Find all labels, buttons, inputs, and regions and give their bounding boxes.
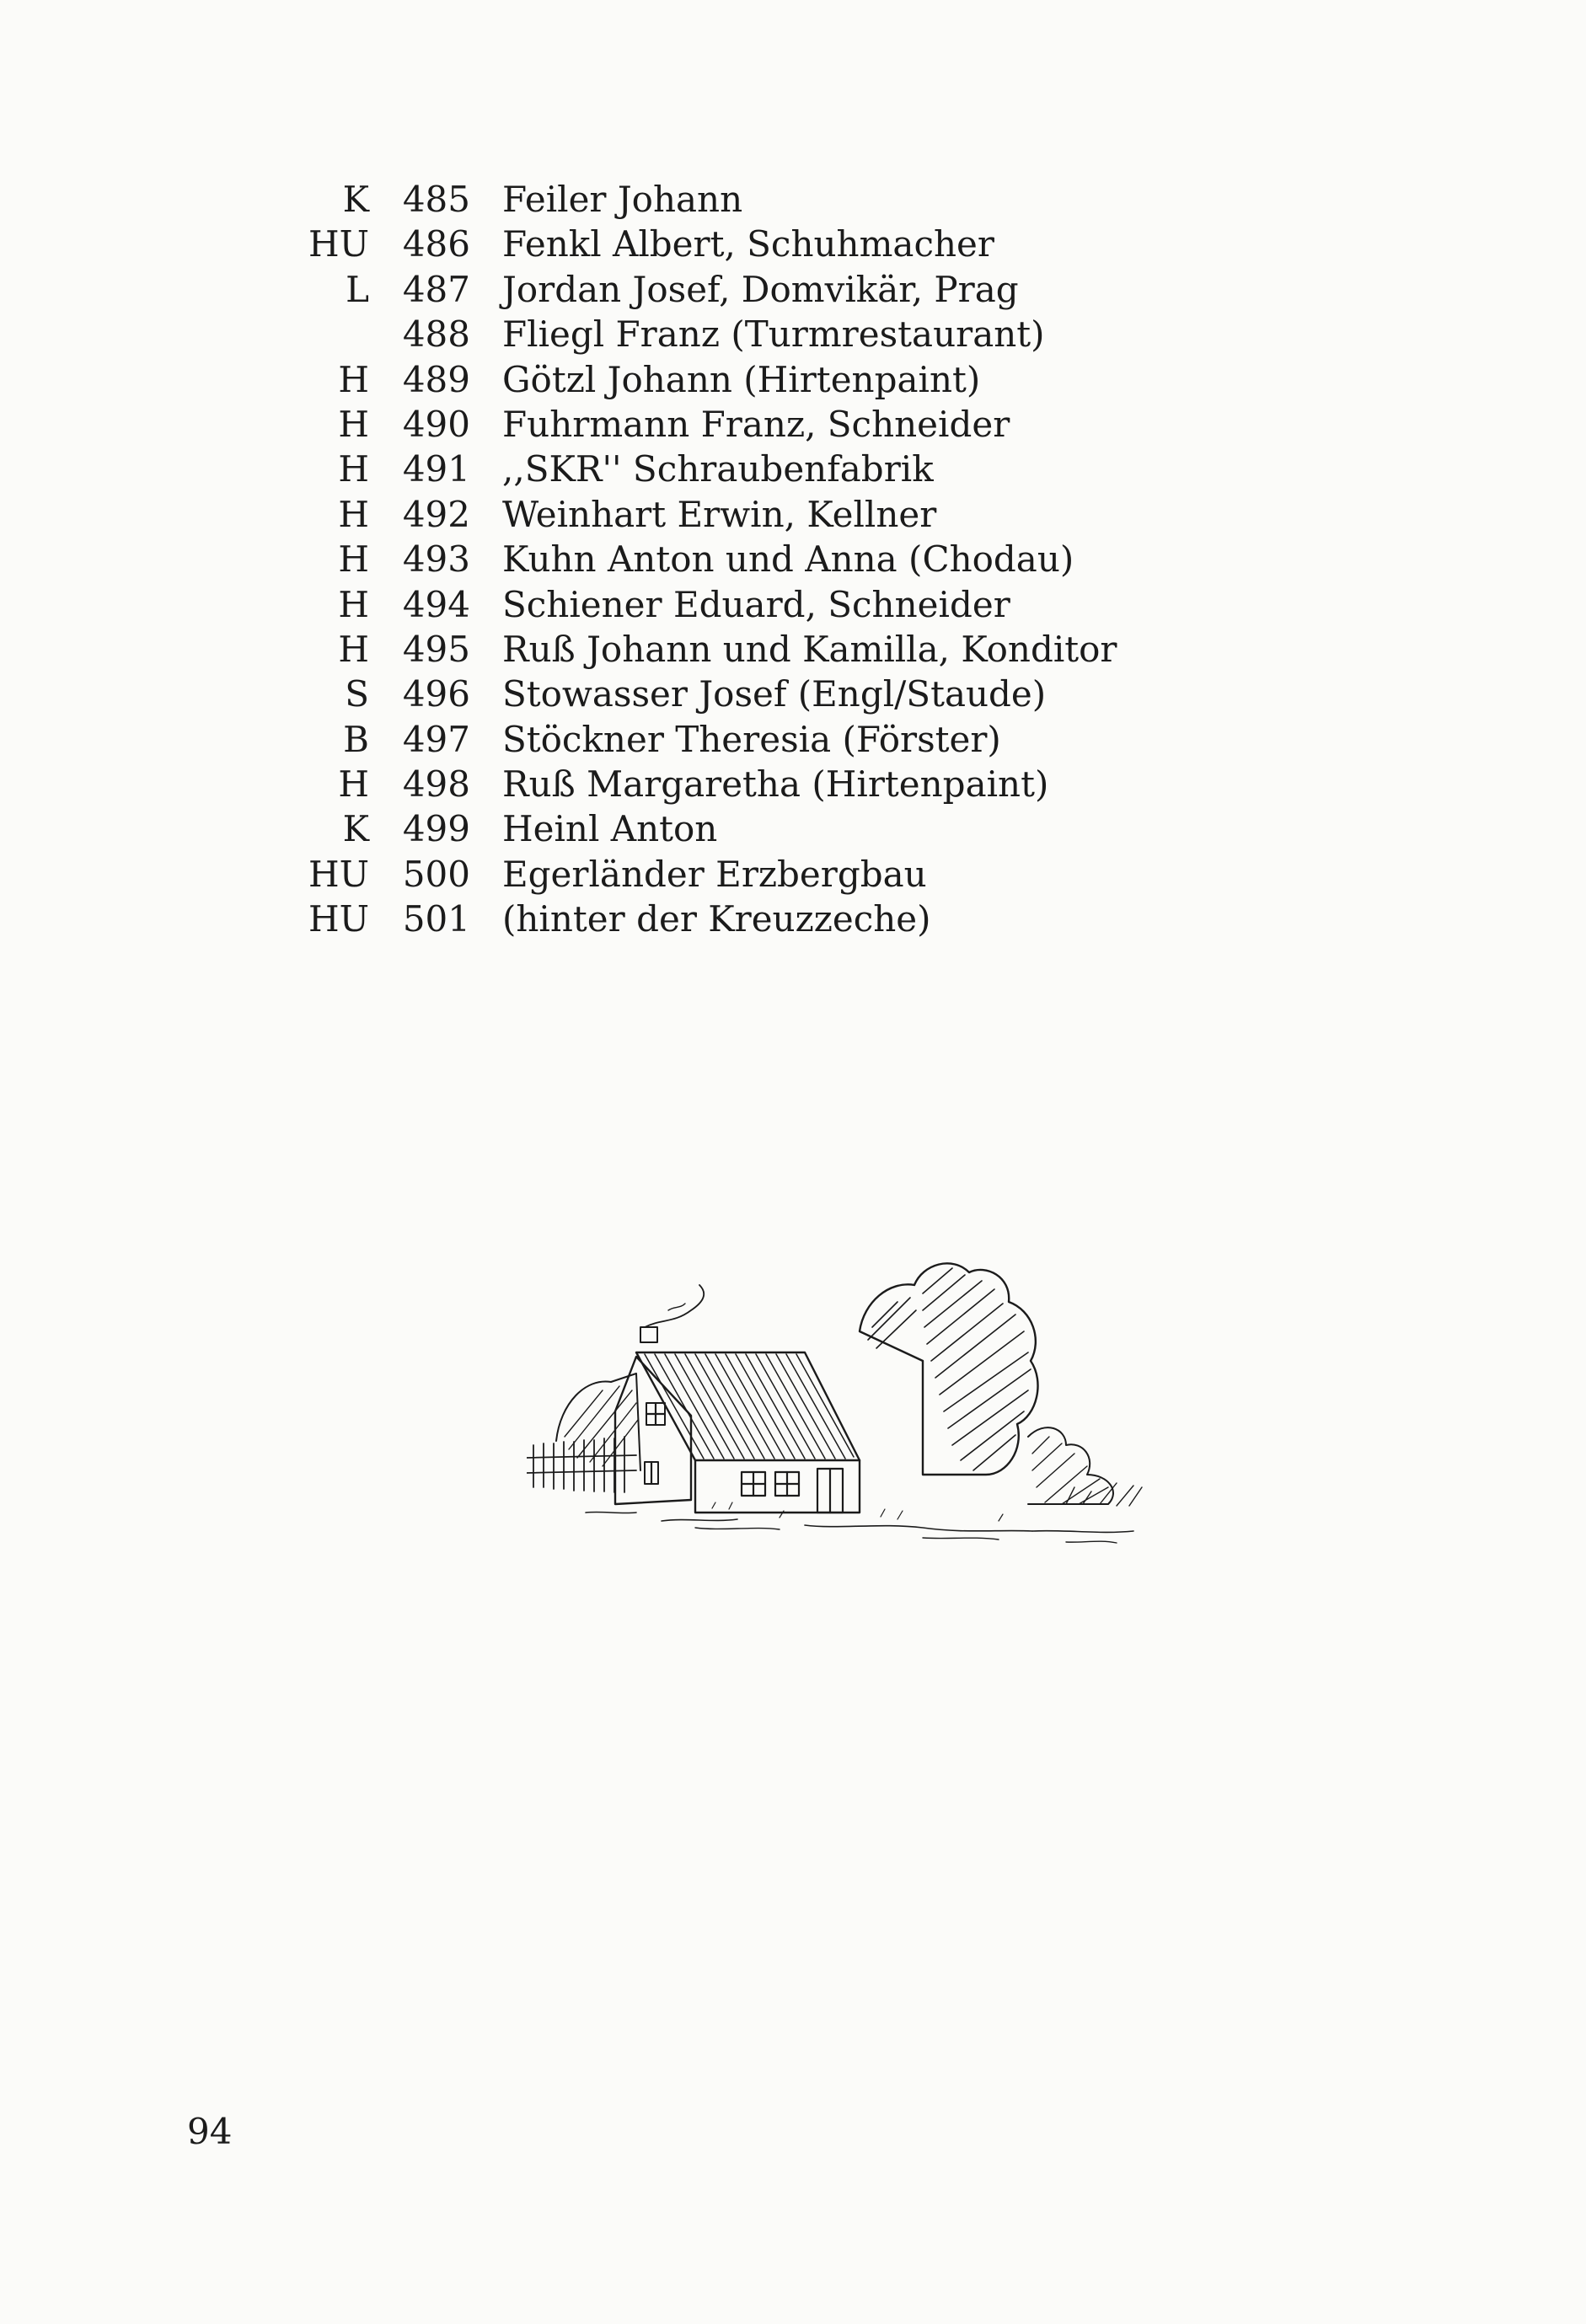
entry-code: S [345, 673, 369, 715]
entry-number: 486 [402, 223, 470, 265]
list-item [278, 582, 1205, 627]
entry-name: Götzl Johann (Hirtenpaint) [502, 358, 981, 400]
list-item [278, 897, 1205, 941]
entry-code: B [343, 718, 369, 760]
entry-number: 497 [402, 718, 470, 760]
list-item [278, 762, 1205, 806]
entry-name: Weinhart Erwin, Kellner [502, 493, 937, 535]
entry-name: Ruß Margaretha (Hirtenpaint) [502, 763, 1049, 806]
entry-name: Jordan Josef, Domvikär, Prag [502, 268, 1019, 310]
entry-number: 499 [402, 808, 470, 850]
entry-number: 496 [402, 673, 470, 715]
entry-number: 488 [402, 313, 470, 356]
entry-name: Kuhn Anton und Anna (Chodau) [502, 538, 1074, 581]
list-item [278, 312, 1205, 356]
entry-number: 501 [402, 898, 470, 940]
list-item [278, 492, 1205, 537]
entry-name: (hinter der Kreuzzeche) [502, 898, 931, 940]
entry-code: L [346, 268, 369, 310]
list-item [278, 222, 1205, 266]
list-item [278, 852, 1205, 897]
entry-name: Feiler Johann [502, 179, 743, 220]
list-item [278, 447, 1205, 491]
entry-number: 494 [402, 583, 470, 625]
entry-number: 491 [402, 448, 470, 490]
entry-code: K [342, 179, 369, 220]
entry-name: Stöckner Theresia (Förster) [502, 718, 1001, 760]
cottage-sketch-icon [527, 1234, 1180, 1580]
page-number: 94 [187, 2111, 233, 2152]
entry-code: H [338, 628, 369, 670]
entry-name: Heinl Anton [502, 808, 718, 850]
entry-code: H [338, 403, 369, 445]
entry-name: Egerländer Erzbergbau [502, 853, 927, 895]
list-item [278, 357, 1205, 402]
list-item [278, 717, 1205, 762]
list-item [278, 627, 1205, 672]
list-item [278, 402, 1205, 447]
list-item [278, 806, 1205, 851]
entry-name: Schiener Eduard, Schneider [502, 583, 1010, 625]
entry-name: Fenkl Albert, Schuhmacher [502, 223, 994, 265]
entry-list [278, 177, 1205, 942]
entry-number: 493 [402, 538, 470, 581]
entry-name: Fliegl Franz (Turmrestaurant) [502, 313, 1045, 356]
entry-name: ,,SKR'' Schraubenfabrik [502, 448, 934, 490]
entry-code: H [338, 538, 369, 581]
entry-number: 500 [402, 853, 470, 895]
list-item [278, 672, 1205, 716]
entry-number: 487 [402, 268, 470, 310]
entry-number: 489 [402, 358, 470, 400]
entry-code: HU [308, 898, 369, 940]
list-item [278, 267, 1205, 312]
entry-code: HU [308, 223, 369, 265]
entry-code: H [338, 763, 369, 806]
entry-number: 495 [402, 628, 470, 670]
entry-code: H [338, 358, 369, 400]
entry-number: 485 [402, 179, 470, 220]
entry-code: H [338, 583, 369, 625]
entry-name: Stowasser Josef (Engl/Staude) [502, 673, 1047, 715]
list-item [278, 537, 1205, 581]
entry-code: H [338, 493, 369, 535]
entry-code: K [342, 808, 369, 850]
entry-name: Ruß Johann und Kamilla, Konditor [502, 628, 1117, 670]
entry-name: Fuhrmann Franz, Schneider [502, 403, 1010, 445]
list-item [278, 177, 1205, 222]
entry-number: 498 [402, 763, 470, 806]
entry-code: HU [308, 853, 369, 895]
entry-number: 492 [402, 493, 470, 535]
entry-code: H [338, 448, 369, 490]
entry-number: 490 [402, 403, 470, 445]
